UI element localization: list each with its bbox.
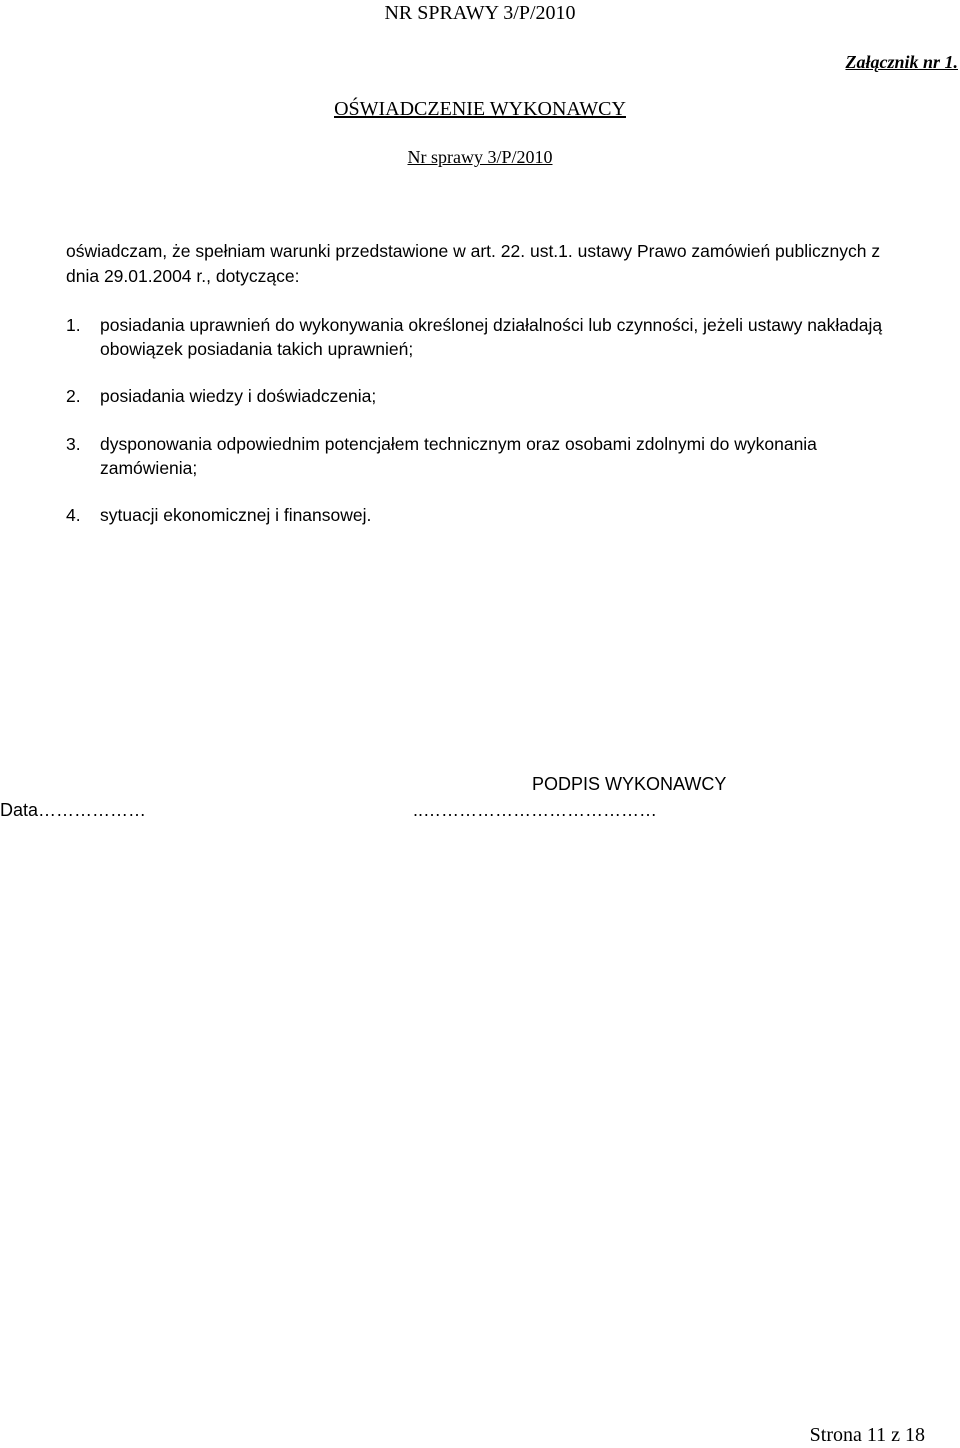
- signature-field: ..…………………………………: [413, 800, 658, 820]
- document-subtitle-text: Nr sprawy 3/P/2010: [407, 147, 553, 167]
- list-item-line: dysponowania odpowiednim potencjałem technicznym oraz osobami zdolnymi do wykonania: [100, 434, 817, 454]
- document-title-text: OŚWIADCZENIE WYKONAWCY: [334, 98, 626, 120]
- attachment-label: Załącznik nr 1.: [845, 52, 958, 72]
- document-subtitle: [0, 145, 960, 169]
- list-item-text: [100, 503, 371, 527]
- signature-label: PODPIS WYKONAWCY: [532, 774, 727, 794]
- list-item-line: obowiązek posiadania takich uprawnień;: [100, 339, 414, 359]
- list-item-number: 1.: [66, 315, 81, 335]
- date-field: Data………………: [0, 800, 147, 820]
- intro-paragraph: [66, 239, 946, 289]
- list-item-text: [100, 384, 376, 408]
- list-item-line: sytuacji ekonomicznej i finansowej.: [100, 505, 372, 525]
- list-item-number: 2.: [66, 386, 81, 406]
- list-item-number: 4.: [66, 505, 81, 525]
- list-item-line: posiadania wiedzy i doświadczenia;: [100, 386, 377, 406]
- case-number-header: NR SPRAWY 3/P/2010: [384, 2, 576, 24]
- intro-line-1: oświadczam, że spełniam warunki przedstawione w art. 22. ust.1. ustawy Prawo zamówień publicznych z: [66, 241, 881, 261]
- document-title: [0, 96, 960, 122]
- page-number: Strona 11 z 18: [809, 1424, 925, 1446]
- list-item-text: [100, 432, 817, 480]
- list-item-line: zamówienia;: [100, 458, 198, 478]
- intro-line-2: dnia 29.01.2004 r., dotyczące:: [66, 266, 300, 286]
- list-item-line: posiadania uprawnień do wykonywania określonej działalności lub czynności, jeżeli ustawy nakładają: [100, 315, 883, 335]
- list-item-text: [100, 313, 882, 361]
- list-item-number: 3.: [66, 434, 81, 454]
